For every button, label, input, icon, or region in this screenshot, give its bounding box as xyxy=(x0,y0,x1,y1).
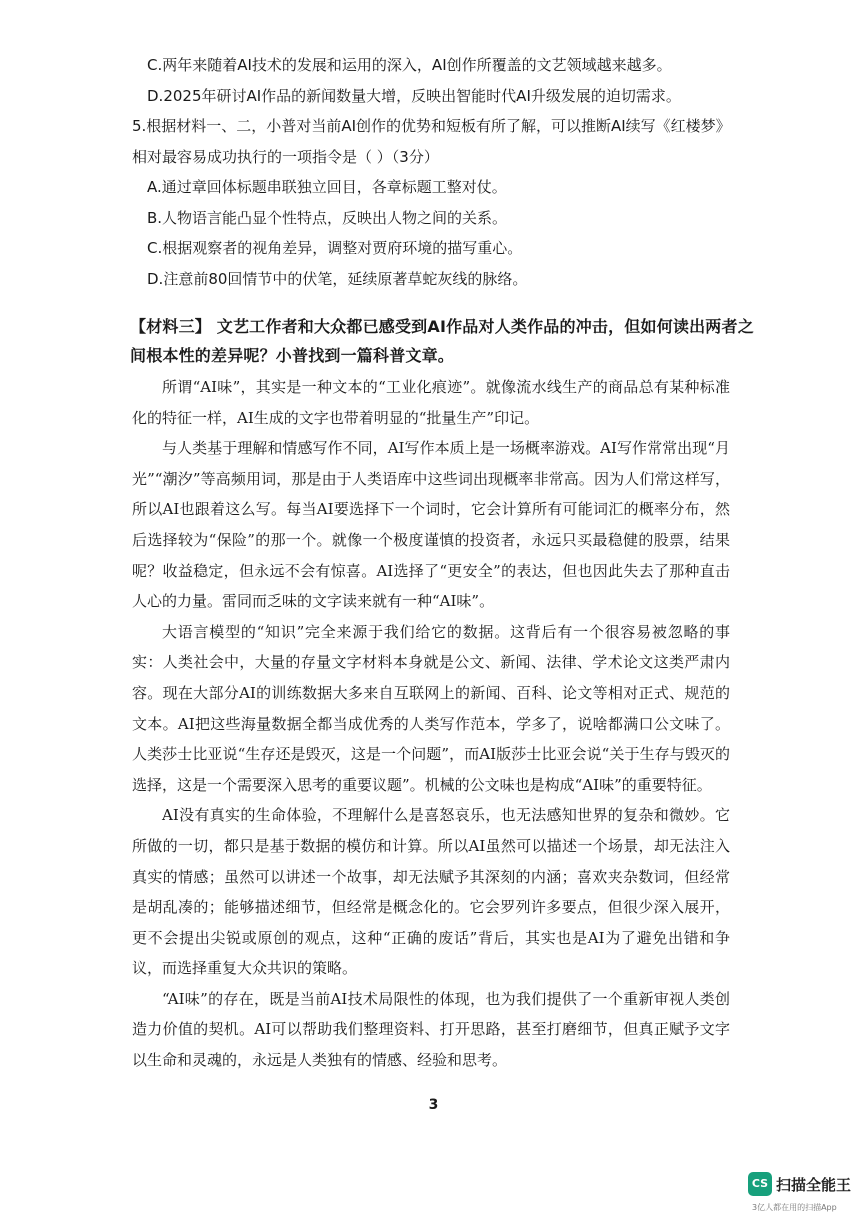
material-3-heading xyxy=(130,312,754,370)
scanner-watermark xyxy=(742,1168,857,1222)
question-5-stem-line1: 5.根据材料一、二，小普对当前AI创作的优势和短板有所了解，可以推断AI续写《红楼梦》 xyxy=(132,117,731,135)
question-5-option-a: A.通过章回体标题串联独立回目，各章标题工整对仗。 xyxy=(147,178,507,196)
camscanner-logo-icon: CS xyxy=(748,1172,772,1196)
watermark-tagline: 3亿人都在用的扫描App xyxy=(752,1203,837,1212)
prev-question-option-d: D.2025年研讨AI作品的新闻数量大增，反映出智能时代AI升级发展的迫切需求。 xyxy=(147,86,681,105)
material-3-heading-line2: 间根本性的差异呢？小普找到一篇科普文章。 xyxy=(130,346,455,365)
watermark-app-name: 扫描全能王 xyxy=(776,1176,852,1194)
question-block xyxy=(132,50,732,294)
article-paragraph: AI没有真实的生命体验，不理解什么是喜怒哀乐，也无法感知世界的复杂和微妙。它所做的一切，都只是基于数据的模仿和计算。所以AI虽然可以描述一个场景，却无法注入真实的情感；虽然可以讲述一个故事，却无法赋予其深刻的内涵；喜欢夹杂数词，但经常是胡乱凑的；能够描述细节，但经常是概念化的。它会罗列许多要点，但很少深入展开，更不会提出尖锐或原创的观点，这种“正确的废话”背后，其实也是AI为了避免出错和争议，而选择重复大众共识的策略。 xyxy=(132,806,730,978)
page-number: 3 xyxy=(428,1097,439,1113)
article-paragraph: 与人类基于理解和情感写作不同，AI写作本质上是一场概率游戏。AI写作常常出现“月光”“潮汐”等高频用词，那是由于人类语库中这些词出现概率非常高。因为人们常这样写，所以AI也跟着这么写。每当AI要选择下一个词时，它会计算所有可能词汇的概率分布，然后选择较为“保险”的那一个。就像一个极度谨慎的投资者，永远只买最稳健的股票，结果呢？收益稳定，但永远不会有惊喜。AI选择了“更安全”的表达，但也因此失去了那种直击人心的力量。雷同而乏味的文字读来就有一种“AI味”。 xyxy=(132,439,730,611)
question-5-option-d: D.注意前80回情节中的伏笔，延续原著草蛇灰线的脉络。 xyxy=(147,269,528,288)
material-3-article xyxy=(132,372,730,1076)
article-paragraph: “AI味”的存在，既是当前AI技术局限性的体现，也为我们提供了一个重新审视人类创造力价值的契机。AI可以帮助我们整理资料、打开思路，甚至打磨细节，但真正赋予文字以生命和灵魂的，永远是人类独有的情感、经验和思考。 xyxy=(132,989,730,1070)
question-5-option-c: C.根据观察者的视角差异，调整对贾府环境的描写重心。 xyxy=(147,239,523,257)
article-paragraph: 大语言模型的“知识”完全来源于我们给它的数据。这背后有一个很容易被忽略的事实：人类社会中，大量的存量文字材料本身就是公文、新闻、法律、学术论文这类严肃内容。现在大部分AI的训练数据大多来自互联网上的新闻、百科、论文等相对正式、规范的文本。AI把这些海量数据全都当成优秀的人类写作范本，学多了，说啥都满口公文味了。人类莎士比亚说“生存还是毁灭，这是一个问题”，而AI版莎士比亚会说“关于生存与毁灭的选择，这是一个需要深入思考的重要议题”。机械的公文味也是构成“AI味”的重要特征。 xyxy=(132,622,730,794)
material-3-heading-line1: 【材料三】 文艺工作者和大众都已感受到AI作品对人类作品的冲击，但如何读出两者之 xyxy=(130,317,754,336)
question-5-option-b: B.人物语言能凸显个性特点，反映出人物之间的关系。 xyxy=(147,208,508,227)
question-5-stem-line2: 相对最容易成功执行的一项指令是（ ）（3分） xyxy=(132,147,439,166)
article-paragraph: 所谓“AI味”，其实是一种文本的“工业化痕迹”。就像流水线生产的商品总有某种标准化的特征一样，AI生成的文字也带着明显的“批量生产”印记。 xyxy=(132,378,730,427)
prev-question-option-c: C.两年来随着AI技术的发展和运用的深入，AI创作所覆盖的文艺领域越来越多。 xyxy=(147,56,672,74)
